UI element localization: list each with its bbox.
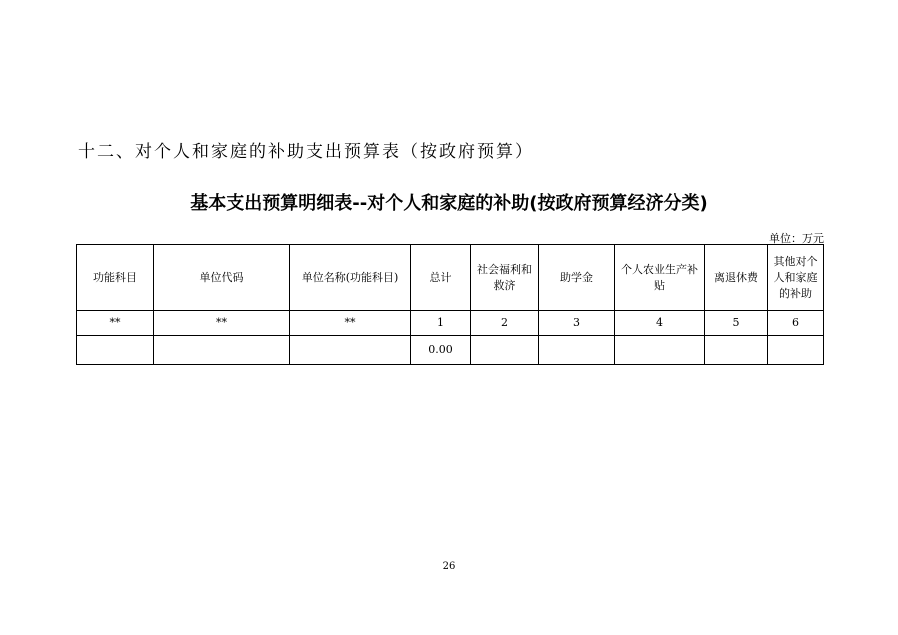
table-header-row xyxy=(77,245,824,311)
header-cell: 单位名称(功能科目) xyxy=(290,245,411,311)
header-cell: 社会福利和救济 xyxy=(471,245,539,311)
data-cell xyxy=(154,336,290,365)
header-cell: 离退休费 xyxy=(705,245,768,311)
index-cell: 4 xyxy=(615,311,705,336)
index-cell: 1 xyxy=(411,311,471,336)
header-cell: 单位代码 xyxy=(154,245,290,311)
data-cell xyxy=(471,336,539,365)
index-cell: ** xyxy=(154,311,290,336)
data-cell xyxy=(705,336,768,365)
data-cell xyxy=(290,336,411,365)
header-cell: 总计 xyxy=(411,245,471,311)
header-cell: 助学金 xyxy=(539,245,615,311)
table-row xyxy=(77,336,824,365)
header-cell: 个人农业生产补贴 xyxy=(615,245,705,311)
index-cell: ** xyxy=(77,311,154,336)
table-index-row xyxy=(77,311,824,336)
index-cell: 6 xyxy=(768,311,824,336)
data-cell xyxy=(768,336,824,365)
index-cell: 2 xyxy=(471,311,539,336)
budget-table xyxy=(76,244,824,365)
header-cell: 功能科目 xyxy=(77,245,154,311)
data-cell xyxy=(539,336,615,365)
index-cell: 5 xyxy=(705,311,768,336)
total-cell: 0.00 xyxy=(411,336,471,365)
table-title: 基本支出预算明细表--对个人和家庭的补助(按政府预算经济分类) xyxy=(190,193,708,214)
header-cell: 其他对个人和家庭的补助 xyxy=(768,245,824,311)
unit-label: 单位：万元 xyxy=(769,232,824,245)
index-cell: 3 xyxy=(539,311,615,336)
data-cell xyxy=(615,336,705,365)
section-heading: 十二、对个人和家庭的补助支出预算表（按政府预算） xyxy=(78,142,534,162)
data-cell xyxy=(77,336,154,365)
page-number: 26 xyxy=(442,561,456,572)
index-cell: ** xyxy=(290,311,411,336)
